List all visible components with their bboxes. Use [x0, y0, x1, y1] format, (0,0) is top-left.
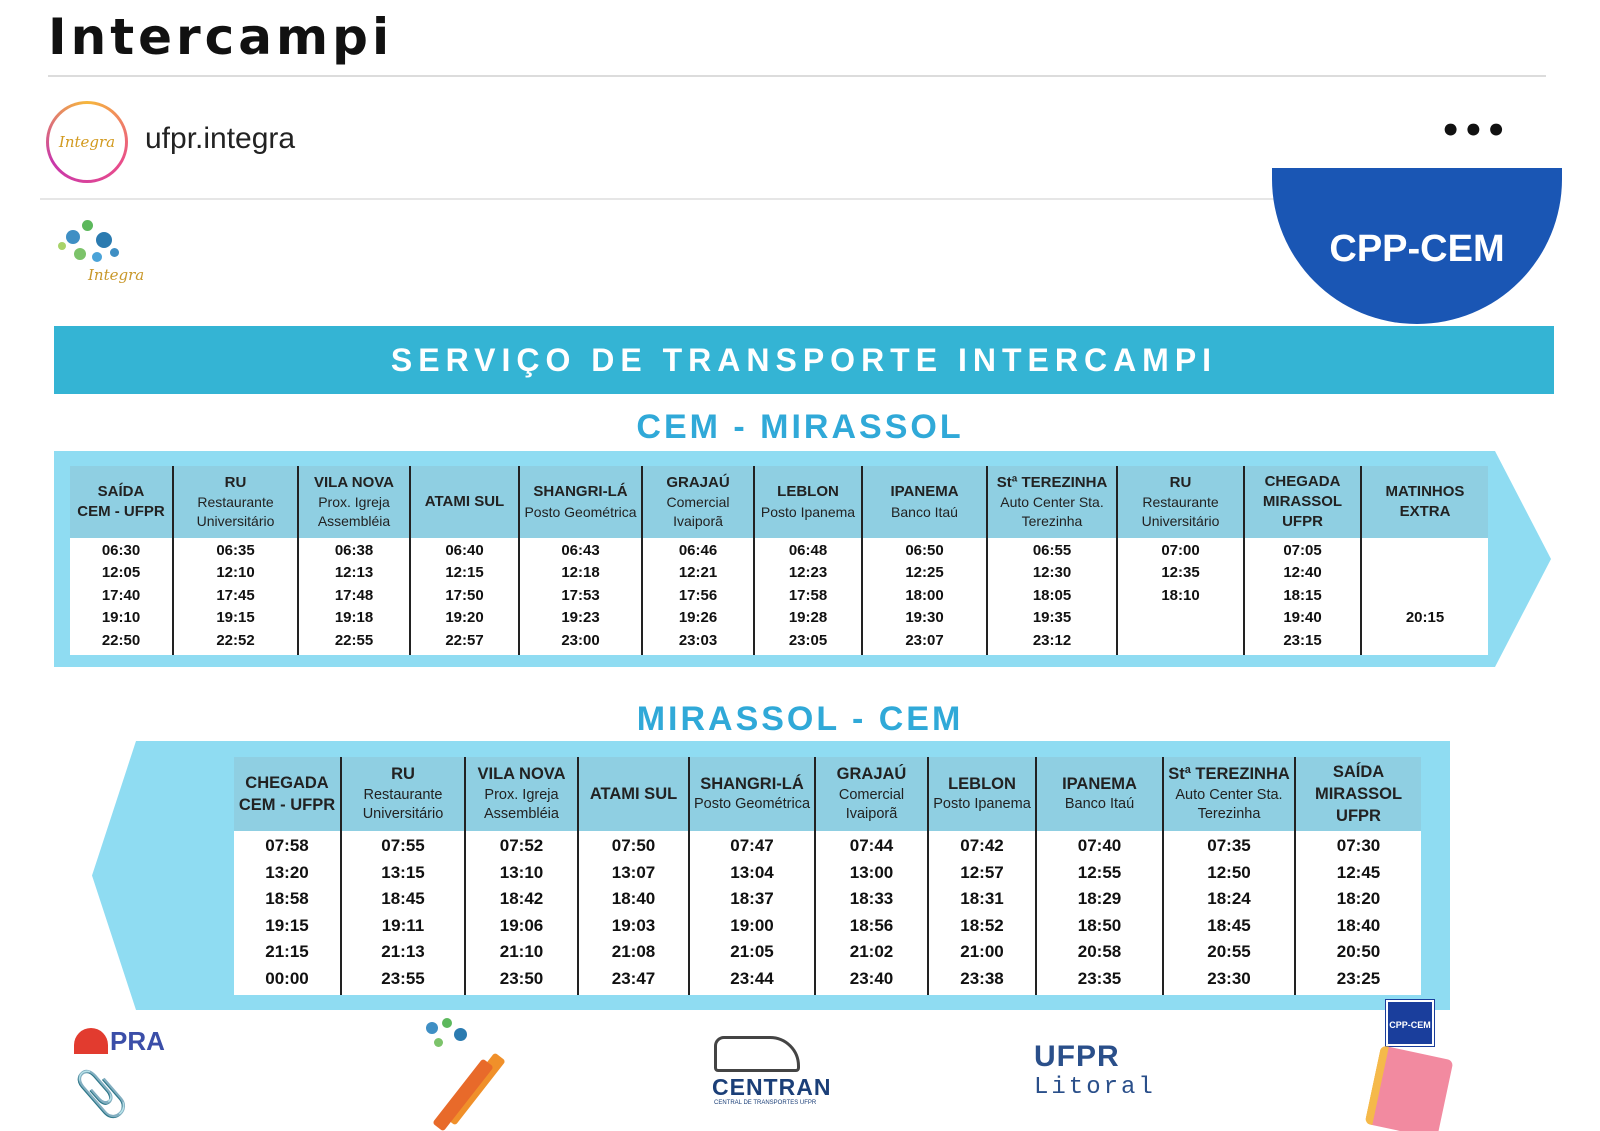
- col-header: VILA NOVA Prox. Igreja Assembléia: [465, 757, 578, 831]
- time-cell: 07:35 12:50 18:24 18:45 20:55 23:30: [1163, 831, 1295, 995]
- col-header: RU Restaurante Universitário: [341, 757, 465, 831]
- time-cell: 20:15: [1405, 609, 1445, 627]
- time-cell: 07:00 12:35 18:10: [1117, 538, 1244, 655]
- title-divider: [48, 75, 1546, 77]
- col-header: GRAJAÚ Comercial Ivaiporã: [815, 757, 928, 831]
- ufpr-logo-text: UFPR: [1034, 1040, 1120, 1073]
- centran-logo: [712, 1036, 832, 1116]
- bus-icon: [714, 1036, 800, 1072]
- pra-logo-text: PRA: [110, 1026, 165, 1056]
- col-header: CHEGADA CEM - UFPR: [234, 757, 341, 831]
- time-cell: 06:40 12:15 17:50 19:20 22:57: [410, 538, 519, 655]
- col-header: LEBLON Posto Ipanema: [928, 757, 1036, 831]
- pra-logo: [74, 1028, 164, 1128]
- page-title: Intercampi: [48, 8, 394, 66]
- col-header: MATINHOS EXTRA: [1361, 466, 1488, 538]
- paperclips-icon: 📎: [74, 1069, 129, 1120]
- service-banner-title: SERVIÇO DE TRANSPORTE INTERCAMPI: [390, 341, 1218, 378]
- profile-avatar[interactable]: [46, 101, 128, 183]
- table-header-row: [234, 757, 1421, 831]
- col-header: IPANEMA Banco Itaú: [862, 466, 987, 538]
- avatar-logo-text: Integra: [49, 104, 125, 180]
- col-header: Stª TEREZINHA Auto Center Sta. Terezinha: [1163, 757, 1295, 831]
- col-header: VILA NOVA Prox. Igreja Assembléia: [298, 466, 410, 538]
- route-title-mirassol-cem: MIRASSOL - CEM: [636, 700, 964, 738]
- time-cell: 07:55 13:15 18:45 19:11 21:13 23:55: [341, 831, 465, 995]
- time-cell: 07:05 12:40 18:15 19:40 23:15: [1244, 538, 1361, 655]
- schedule-table-mirassol-cem: [234, 757, 1421, 995]
- col-header: IPANEMA Banco Itaú: [1036, 757, 1163, 831]
- col-header: RU Restaurante Universitário: [173, 466, 298, 538]
- time-cell: 06:48 12:23 17:58 19:28 23:05: [754, 538, 862, 655]
- col-header: SHANGRI-LÁ Posto Geométrica: [519, 466, 642, 538]
- time-cell: 07:42 12:57 18:31 18:52 21:00 23:38: [928, 831, 1036, 995]
- table-row: [234, 831, 1421, 995]
- time-cell: 07:40 12:55 18:29 18:50 20:58 23:35: [1036, 831, 1163, 995]
- time-cell: 06:50 12:25 18:00 19:30 23:07: [862, 538, 987, 655]
- col-header: SHANGRI-LÁ Posto Geométrica: [689, 757, 815, 831]
- post-username[interactable]: ufpr.integra: [145, 122, 296, 155]
- more-options-icon[interactable]: •••: [1439, 111, 1508, 151]
- time-cell: 07:58 13:20 18:58 19:15 21:15 00:00: [234, 831, 341, 995]
- cpp-cem-badge: [1272, 168, 1562, 324]
- time-cell: 06:43 12:18 17:53 19:23 23:00: [519, 538, 642, 655]
- col-header: SAÍDA MIRASSOL UFPR: [1295, 757, 1421, 831]
- time-cell: 06:46 12:21 17:56 19:26 23:03: [642, 538, 754, 655]
- pencil-icon: [432, 1058, 494, 1131]
- time-cell: 07:52 13:10 18:42 19:06 21:10 23:50: [465, 831, 578, 995]
- time-cell: 06:30 12:05 17:40 19:10 22:50: [70, 538, 173, 655]
- time-cell: 07:47 13:04 18:37 19:00 21:05 23:44: [689, 831, 815, 995]
- col-header: ATAMI SUL: [410, 466, 519, 538]
- col-header: RU Restaurante Universitário: [1117, 466, 1244, 538]
- schedule-table-cem-mirassol: [70, 466, 1488, 655]
- col-header: Stª TEREZINHA Auto Center Sta. Terezinha: [987, 466, 1117, 538]
- centran-logo-subtext: CENTRAL DE TRANSPORTES UFPR: [714, 1100, 817, 1106]
- notebook-icon: [1364, 1045, 1453, 1131]
- route-title-cem-mirassol: CEM - MIRASSOL: [636, 408, 964, 446]
- ufpr-litoral-logo: [1034, 1040, 1154, 1110]
- col-header: GRAJAÚ Comercial Ivaiporã: [642, 466, 754, 538]
- integra-logo: [52, 212, 145, 292]
- time-cell: 07:30 12:45 18:20 18:40 20:50 23:25: [1336, 836, 1381, 988]
- table-row: [70, 538, 1488, 655]
- cpp-cem-mini-logo: CPP-CEM: [1386, 1000, 1434, 1046]
- litoral-logo-text: Litoral: [1034, 1074, 1156, 1101]
- col-header: ATAMI SUL: [578, 757, 689, 831]
- time-cell: 06:35 12:10 17:45 19:15 22:52: [173, 538, 298, 655]
- table-header-row: [70, 466, 1488, 538]
- col-header: SAÍDA CEM - UFPR: [70, 466, 173, 538]
- col-header: LEBLON Posto Ipanema: [754, 466, 862, 538]
- integra-logo-text: Integra: [88, 266, 145, 284]
- integra-pencil-logo: [420, 1018, 520, 1128]
- time-cell: 06:38 12:13 17:48 19:18 22:55: [298, 538, 410, 655]
- time-cell: 07:44 13:00 18:33 18:56 21:02 23:40: [815, 831, 928, 995]
- pra-arch-icon: [74, 1028, 108, 1054]
- time-cell: 07:50 13:07 18:40 19:03 21:08 23:47: [578, 831, 689, 995]
- cpp-cem-notebook-logo: [1352, 1000, 1462, 1131]
- cpp-cem-badge-text: CPP-CEM: [1329, 228, 1505, 270]
- time-cell: 06:55 12:30 18:05 19:35 23:12: [987, 538, 1117, 655]
- centran-logo-text: CENTRAN: [712, 1074, 832, 1100]
- service-banner: [54, 326, 1554, 394]
- col-header: CHEGADA MIRASSOL UFPR: [1244, 466, 1361, 538]
